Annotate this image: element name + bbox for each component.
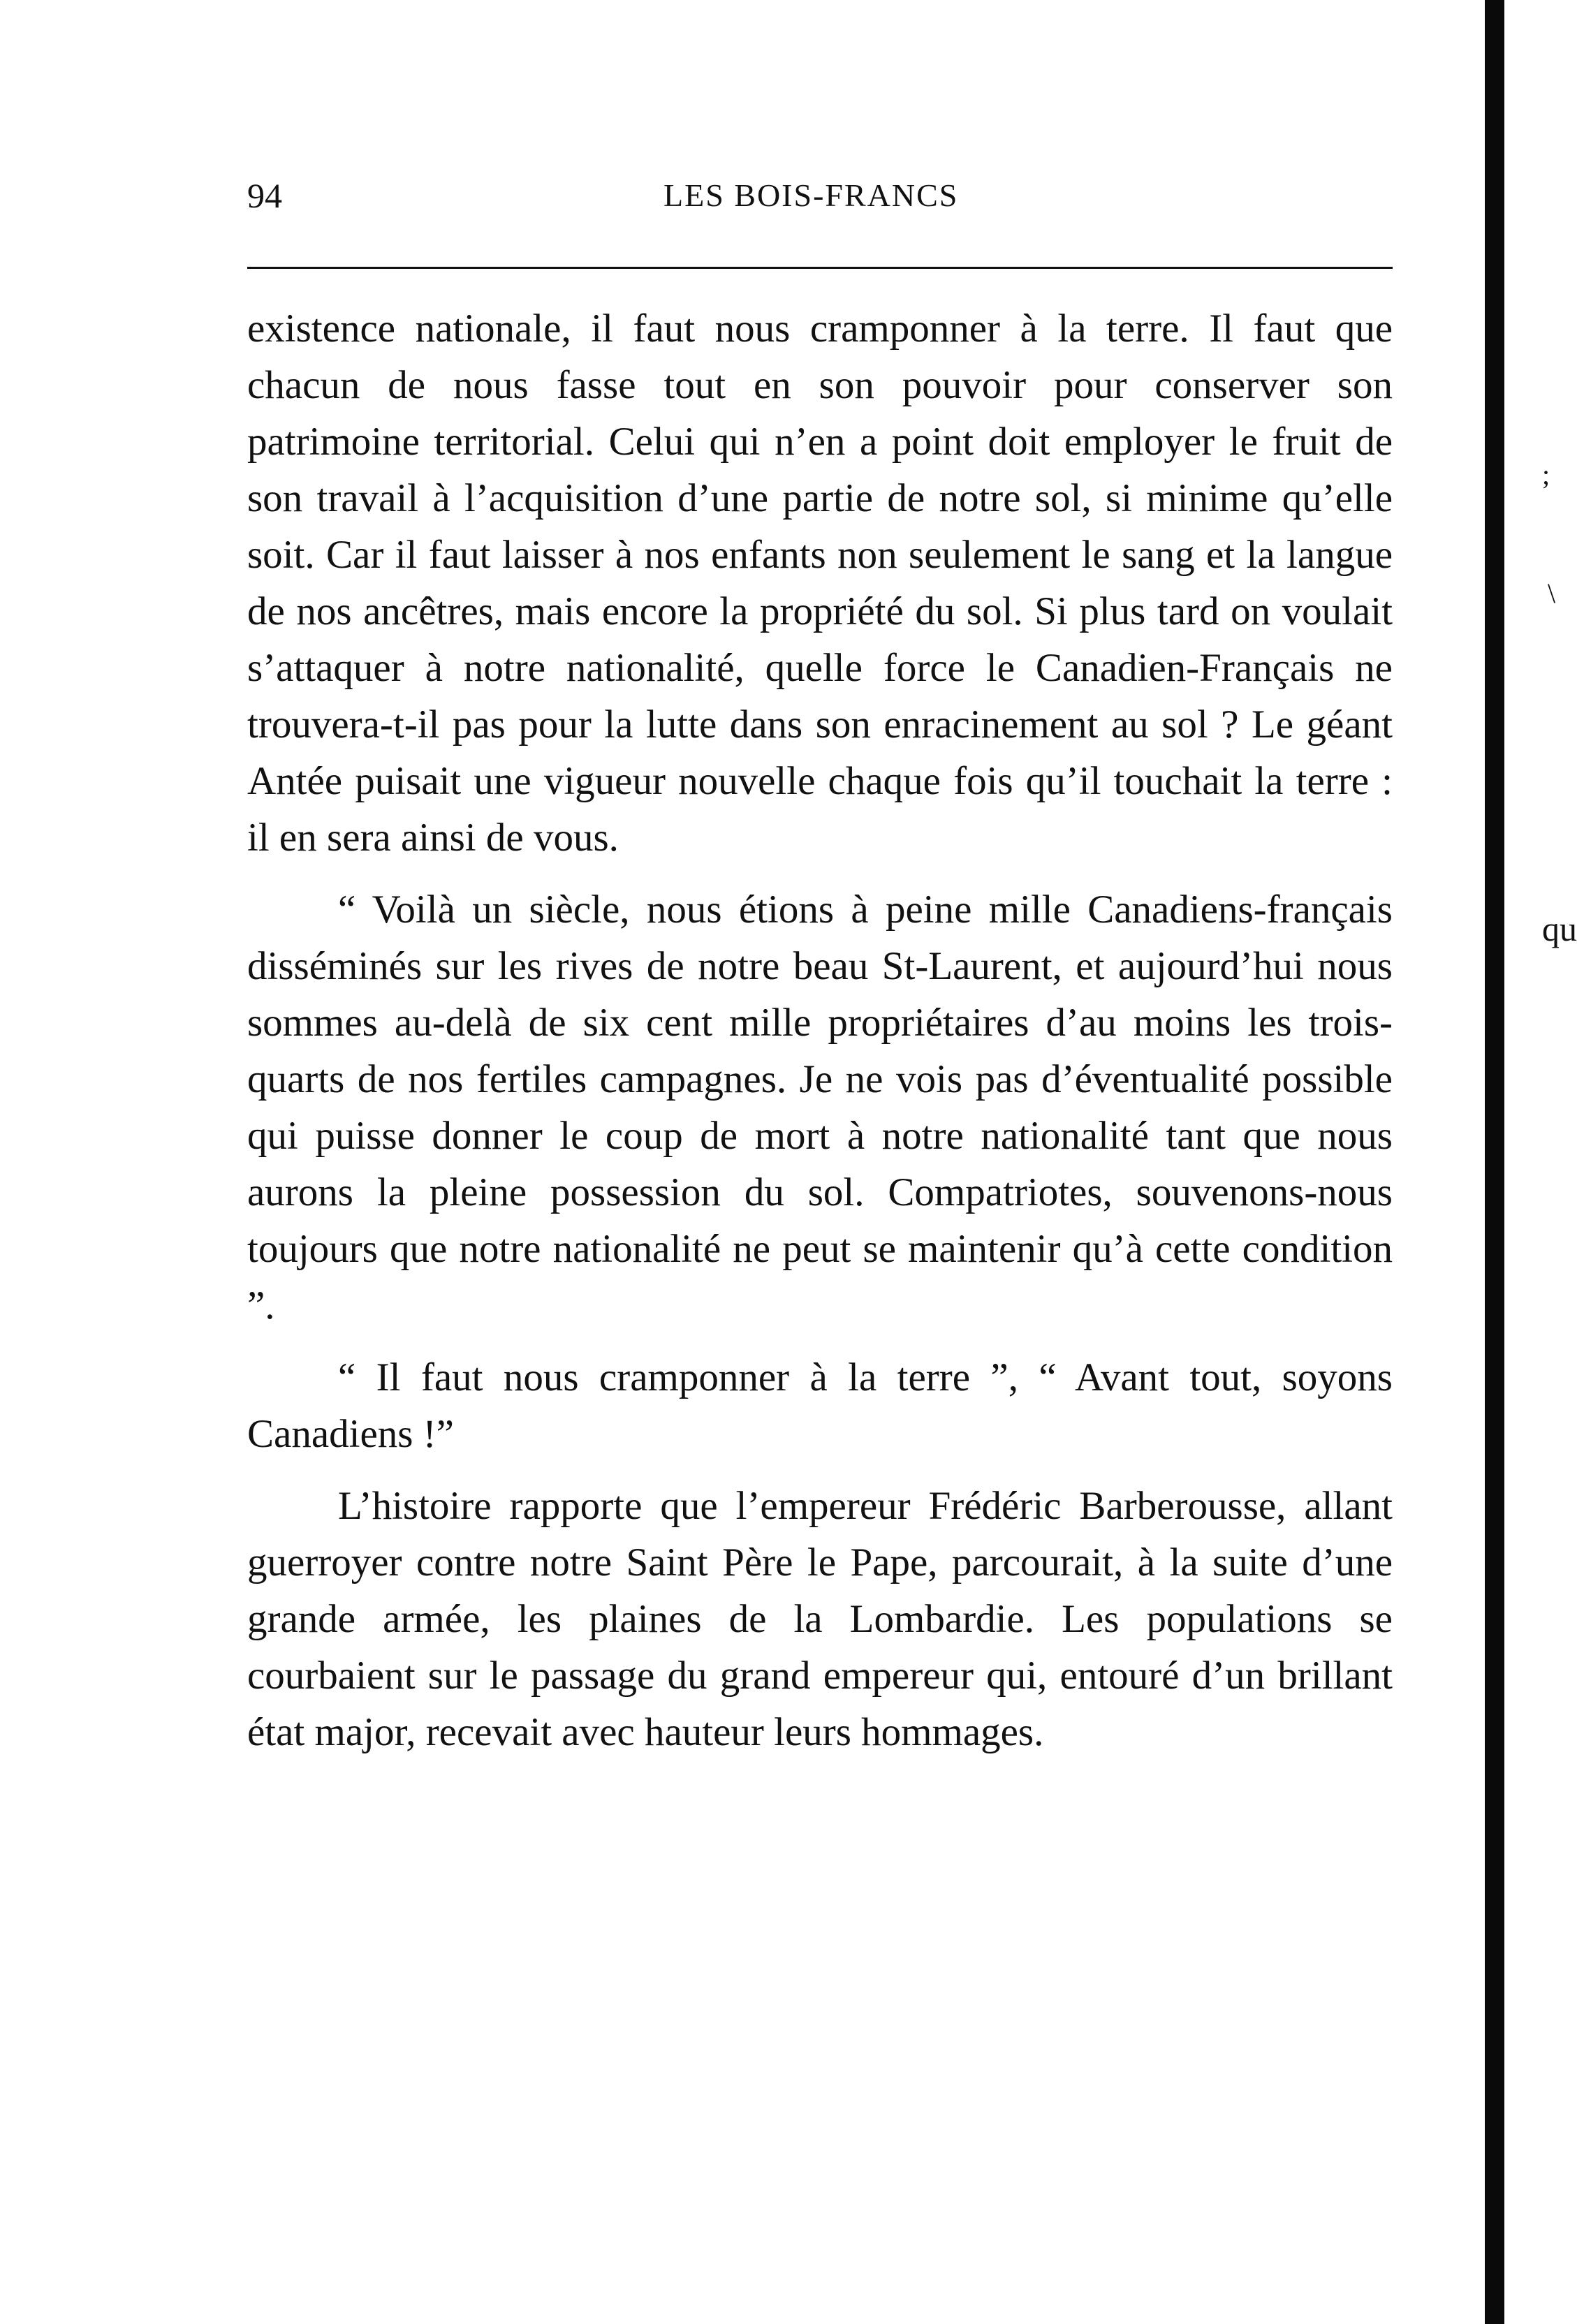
edge-mark-1: ; (1542, 459, 1550, 490)
paragraph-1: existence nationale, il faut nous cramponner à la terre. Il faut que chacun de nous fasse tout en son pouvoir pour conserver son patrimoine territorial. Celui qui n’en a point doit employer le fruit de son travail à l’acquisition d’une partie de notre sol, si minime qu’elle soit. Car il faut laisser à nos enfants non seulement le sang et la langue de nos ancêtres, mais encore la propriété du sol. Si plus tard on voulait s’attaquer à notre nationalité, quelle force le Canadien-Français ne trouvera-t-il pas pour la lutte dans son enracinement au sol ? Le géant Antée puisait une vigueur nouvelle chaque fois qu’il touchait la terre : il en sera ainsi de vous. (247, 307, 1393, 860)
body-text (247, 300, 1393, 1776)
paragraph-4: L’histoire rapporte que l’empereur Frédéric Barberousse, allant guerroyer contre notre Saint Père le Pape, parcourait, à la suite d’une grande armée, les plaines de la Lombardie. Les populations se courbaient sur le passage du grand empereur qui, entouré d’un brillant état major, recevait avec hauteur leurs hommages. (247, 1484, 1393, 1754)
facing-page-fragment: qu (1542, 909, 1577, 948)
page-header (247, 168, 1393, 223)
header-rule (247, 267, 1393, 269)
running-title: LES BOIS-FRANCS (663, 177, 959, 213)
paragraph-3: “ Il faut nous cramponner à la terre ”, “ Avant tout, soyons Canadiens !” (247, 1355, 1393, 1456)
paragraph-2: “ Voilà un siècle, nous étions à peine mille Canadiens-français disséminés sur les rives de notre beau St-Laurent, et aujourd’hui nous sommes au-delà de six cent mille propriétaires d’au moins les trois-quarts de nos fertiles campagnes. Je ne vois pas d’éventualité possible qui puisse donner le coup de mort à notre nationalité tant que nous aurons la pleine possession du sol. Compatriotes, souvenons-nous toujours que notre nationalité ne peut se maintenir qu’à cette condition ”. (247, 888, 1393, 1328)
page-number: 94 (247, 176, 282, 215)
edge-mark-2: \ (1548, 578, 1556, 609)
scan-edge-bar (1485, 0, 1504, 2324)
